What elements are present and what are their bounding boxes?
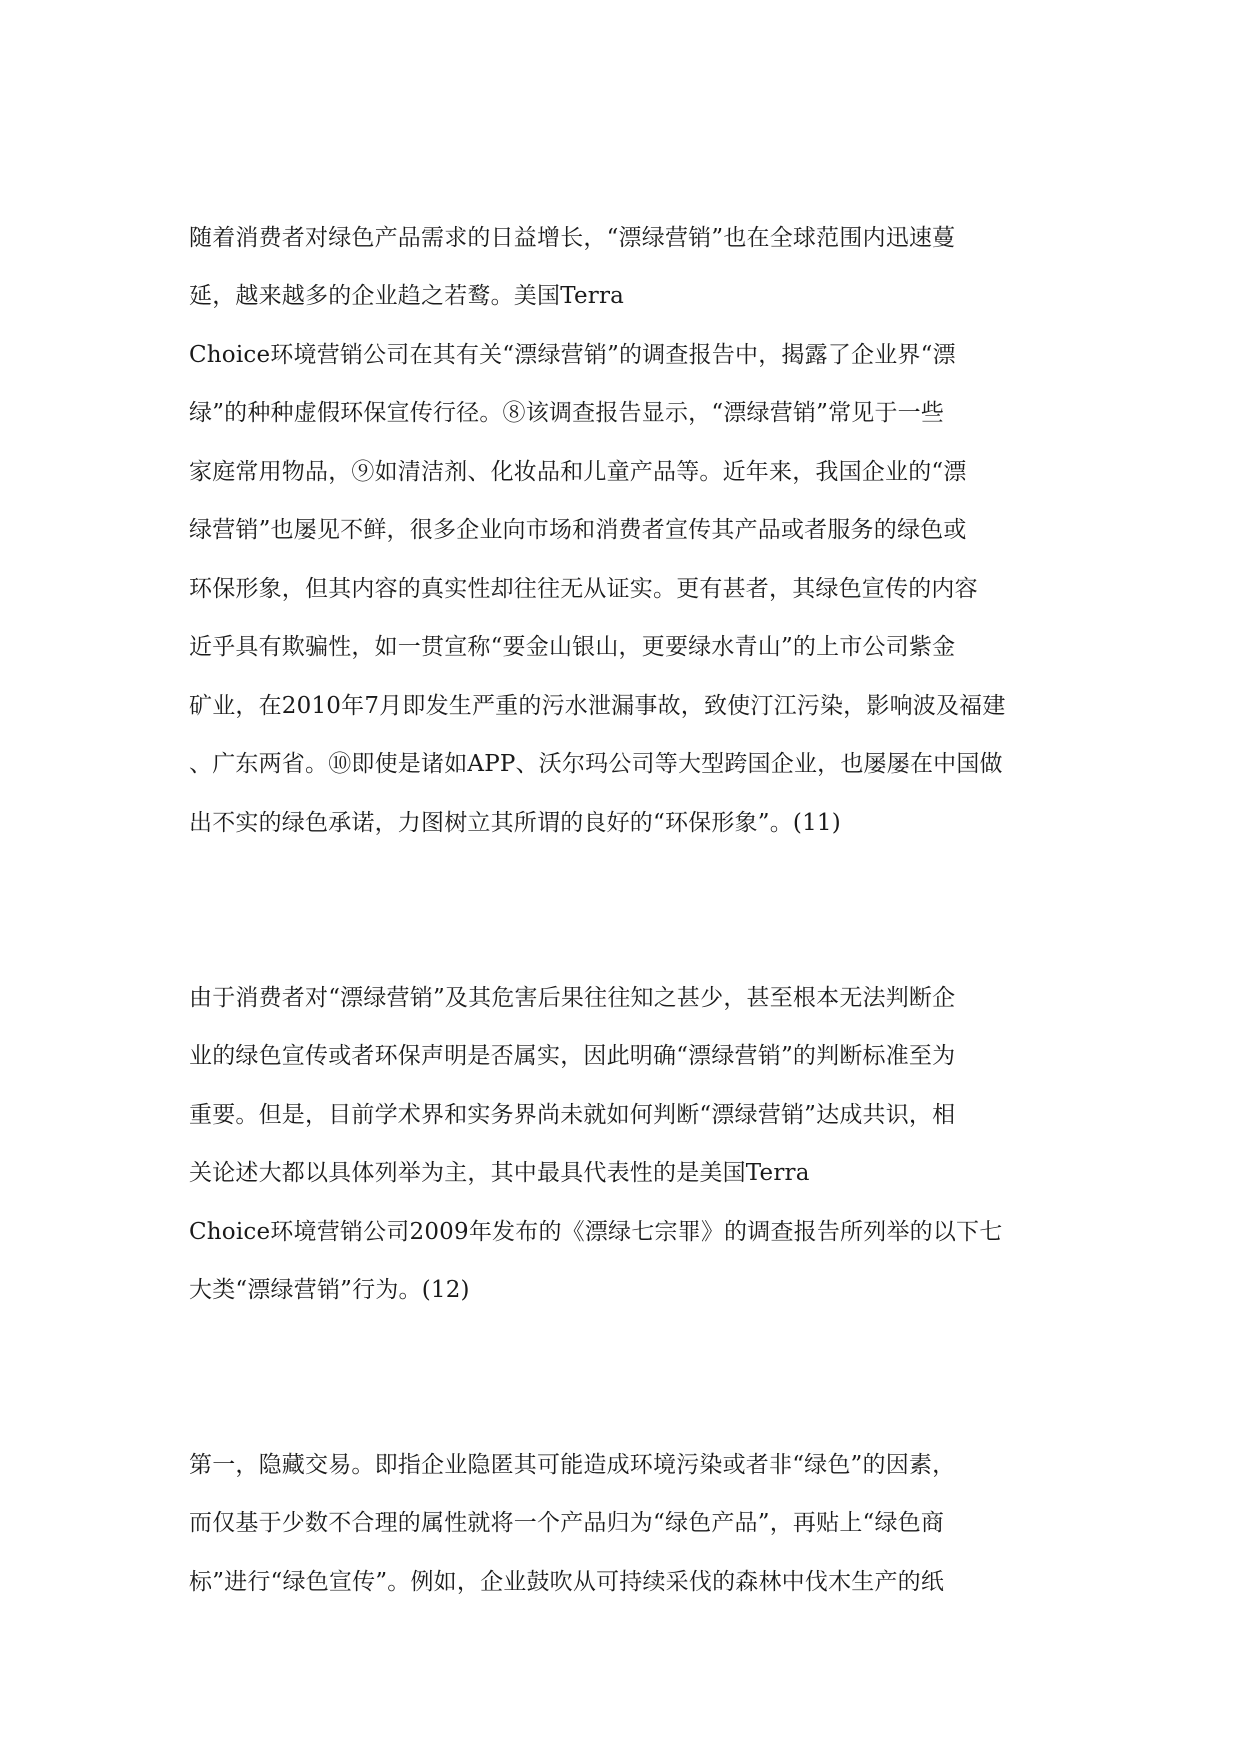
- paragraph-2-line-4: 关论述大都以具体列举为主，其中最具代表性的是美国Terra: [189, 1160, 810, 1186]
- paragraph-3-line-3: 标”进行“绿色宣传”。例如，企业鼓吹从可持续采伐的森林中伐木生产的纸: [189, 1569, 945, 1595]
- paragraph-2-line-3: 重要。但是，目前学术界和实务界尚未就如何判断“漂绿营销”达成共识，相: [189, 1102, 956, 1128]
- paragraph-1-line-8: 近乎具有欺骗性，如一贯宣称“要金山银山，更要绿水青山”的上市公司紫金: [189, 634, 956, 660]
- paragraph-1-line-9: 矿业，在2010年7月即发生严重的污水泄漏事故，致使汀江污染，影响波及福建: [189, 693, 1006, 719]
- paragraph-1-line-5: 家庭常用物品，⑨如清洁剂、化妆品和儿童产品等。近年来，我国企业的“漂: [189, 459, 967, 485]
- paragraph-1-line-2: 延，越来越多的企业趋之若鹜。美国Terra: [189, 283, 625, 309]
- paragraph-1-line-4: 绿”的种种虚假环保宣传行径。⑧该调查报告显示，“漂绿营销”常见于一些: [189, 400, 945, 426]
- paragraph-2-line-6: 大类“漂绿营销”行为。(12): [189, 1277, 470, 1303]
- paragraph-1-line-10: 、广东两省。⑩即使是诸如APP、沃尔玛公司等大型跨国企业，也屡屡在中国做: [189, 751, 1003, 777]
- paragraph-2-line-5: Choice环境营销公司2009年发布的《漂绿七宗罪》的调查报告所列举的以下七: [189, 1219, 1003, 1245]
- paragraph-1-line-11: 出不实的绿色承诺，力图树立其所谓的良好的“环保形象”。(11): [189, 810, 841, 836]
- paragraph-1-line-6: 绿营销”也屡见不鲜，很多企业向市场和消费者宣传其产品或者服务的绿色或: [189, 517, 967, 543]
- paragraph-1-line-1: 随着消费者对绿色产品需求的日益增长，“漂绿营销”也在全球范围内迅速蔓: [189, 225, 956, 251]
- paragraph-3-line-1: 第一，隐藏交易。即指企业隐匿其可能造成环境污染或者非“绿色”的因素，: [189, 1452, 956, 1478]
- paragraph-3-line-2: 而仅基于少数不合理的属性就将一个产品归为“绿色产品”，再贴上“绿色商: [189, 1510, 945, 1536]
- paragraph-1-line-3: Choice环境营销公司在其有关“漂绿营销”的调查报告中，揭露了企业界“漂: [189, 342, 956, 368]
- paragraph-2-line-2: 业的绿色宣传或者环保声明是否属实，因此明确“漂绿营销”的判断标准至为: [189, 1043, 956, 1069]
- paragraph-1-line-7: 环保形象，但其内容的真实性却往往无从证实。更有甚者，其绿色宣传的内容: [189, 576, 978, 602]
- paragraph-2-line-1: 由于消费者对“漂绿营销”及其危害后果往往知之甚少，甚至根本无法判断企: [189, 985, 956, 1011]
